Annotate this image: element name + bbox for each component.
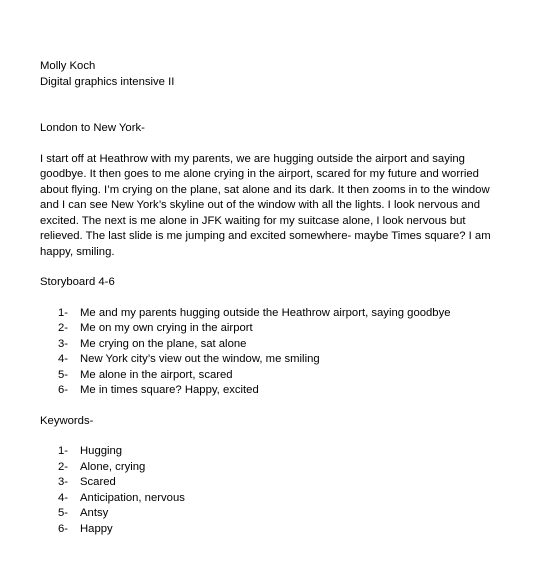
list-item-text: Antsy bbox=[80, 507, 109, 519]
list-item-number: 4- bbox=[58, 353, 69, 365]
list-item-text: Hugging bbox=[80, 445, 123, 457]
list-item-number: 5- bbox=[58, 368, 69, 381]
list-item bbox=[58, 383, 520, 399]
author-name: Molly Koch bbox=[40, 60, 96, 72]
document-title: London to New York- bbox=[40, 122, 145, 134]
keywords-list bbox=[40, 444, 520, 537]
storyboard-heading: Storyboard 4-6 bbox=[40, 276, 115, 288]
list-item-number: 2- bbox=[58, 322, 69, 334]
story-paragraph bbox=[40, 152, 520, 261]
list-item-text: Alone, crying bbox=[80, 460, 146, 473]
list-item-text: Me and my parents hugging outside the Heathrow airport, saying goodbye bbox=[80, 306, 451, 319]
list-item-number: 4- bbox=[58, 491, 69, 504]
keywords-heading: Keywords- bbox=[40, 414, 94, 427]
paragraph-line: excited. The next is me alone in JFK waiting for my suitcase alone, I look nervous but bbox=[40, 214, 466, 227]
paragraph-line: about flying. I’m crying on the plane, sat alone and its dark. It then zooms in to the window bbox=[40, 183, 490, 196]
list-item bbox=[58, 444, 520, 460]
storyboard-list bbox=[40, 306, 520, 399]
document-page bbox=[40, 59, 520, 537]
paragraph-line: relieved. The last slide is me jumping and excited somewhere- maybe Times square? I am bbox=[40, 230, 491, 242]
list-item-number: 3- bbox=[58, 476, 69, 488]
list-item bbox=[58, 337, 520, 353]
list-item-text: Anticipation, nervous bbox=[80, 491, 185, 504]
list-item-text: Me in times square? Happy, excited bbox=[80, 384, 259, 396]
list-item-number: 1- bbox=[58, 306, 69, 319]
list-item-number: 6- bbox=[58, 384, 69, 396]
course-name: Digital graphics intensive II bbox=[40, 75, 175, 88]
list-item bbox=[58, 321, 520, 337]
list-item-number: 1- bbox=[58, 445, 69, 457]
list-item bbox=[58, 460, 520, 476]
list-item-number: 6- bbox=[58, 522, 69, 535]
list-item-text: Me alone in the airport, scared bbox=[80, 368, 233, 381]
list-item bbox=[58, 491, 520, 507]
list-item-number: 5- bbox=[58, 507, 69, 519]
list-item-text: Me crying on the plane, sat alone bbox=[80, 337, 247, 350]
list-item bbox=[58, 352, 520, 368]
list-item-number: 2- bbox=[58, 460, 69, 473]
list-item-text: Me on my own crying in the airport bbox=[80, 322, 253, 334]
list-item bbox=[58, 522, 520, 538]
list-item-text: Happy bbox=[80, 522, 113, 535]
list-item-text: New York city’s view out the window, me smiling bbox=[80, 353, 320, 365]
paragraph-line: I start off at Heathrow with my parents, we are hugging outside the airport and saying bbox=[40, 152, 465, 165]
list-item bbox=[58, 306, 520, 322]
paragraph-line: goodbye. It then goes to me alone crying in the airport, scared for my future and worried bbox=[40, 168, 479, 180]
paragraph-line: happy, smiling. bbox=[40, 245, 115, 258]
list-item-number: 3- bbox=[58, 337, 69, 350]
list-item bbox=[58, 368, 520, 384]
paragraph-line: and I can see New York’s skyline out of the window with all the lights. I look nervous and bbox=[40, 199, 480, 211]
list-item bbox=[58, 506, 520, 522]
list-item-text: Scared bbox=[80, 476, 116, 488]
list-item bbox=[58, 475, 520, 491]
